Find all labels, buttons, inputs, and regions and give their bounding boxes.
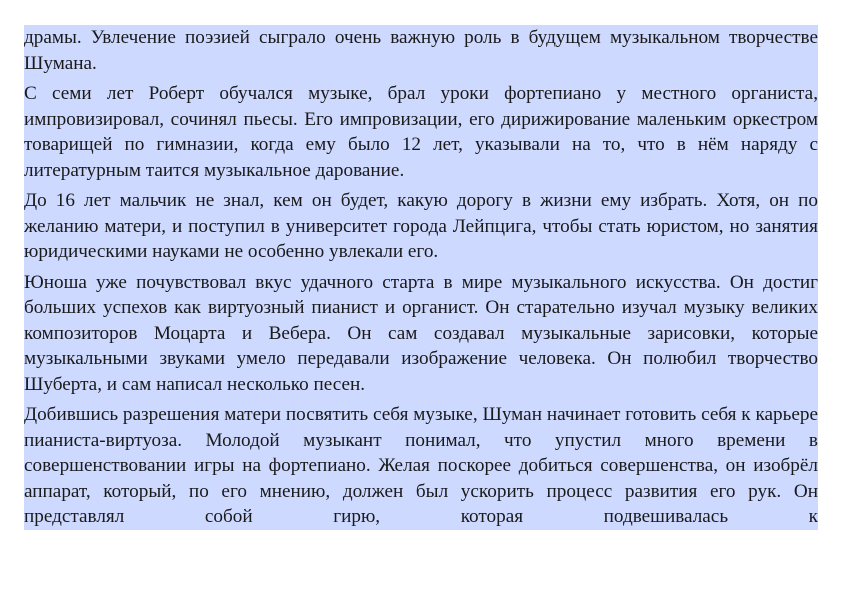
paragraph-1: драмы. Увлечение поэзией сыграло очень важную роль в будущем музыкальном творчестве Шумана. (24, 27, 818, 74)
paragraph-3: До 16 лет мальчик не знал, кем он будет, какую дорогу в жизни ему избрать. Хотя, он по желанию матери, и поступил в университет города Лейпцига, чтобы стать юристом, но занятия юридическими науками не особенно увлекали его. (24, 190, 818, 262)
paragraph-5: Добившись разрешения матери посвятить себя музыке, Шуман начинает готовить себя к карьере пианиста-виртуоза. Молодой музыкант понимал, что упустил много времени в совершенствовании игры на фортепиано. Желая поскорее добиться совершенства, он изобрёл аппарат, который, по его мнению, должен был ускорить процесс развития его рук. Он представлял собой гирю, которая подвешивалась к (24, 404, 818, 527)
paragraph-4: Юноша уже почувствовал вкус удачного старта в мире музыкального искусства. Он достиг больших успехов как виртуозный пианист и органист. Он старательно изучал музыку великих композиторов Моцарта и Вебера. Он сам создавал музыкальные зарисовки, которые музыкальными звуками умело передавали изображение человека. Он полюбил творчество Шуберта, и сам написал несколько песен. (24, 271, 818, 395)
highlighted-text-block (24, 25, 818, 530)
paragraph-2: С семи лет Роберт обучался музыке, брал уроки фортепиано у местного органиста, импровизировал, сочинял пьесы. Его импровизации, его дирижирование маленьким оркестром товарищей по гимназии, когда ему было 12 лет, указывали на то, что в нём наряду с литературным таится музыкальное дарование. (24, 83, 818, 181)
